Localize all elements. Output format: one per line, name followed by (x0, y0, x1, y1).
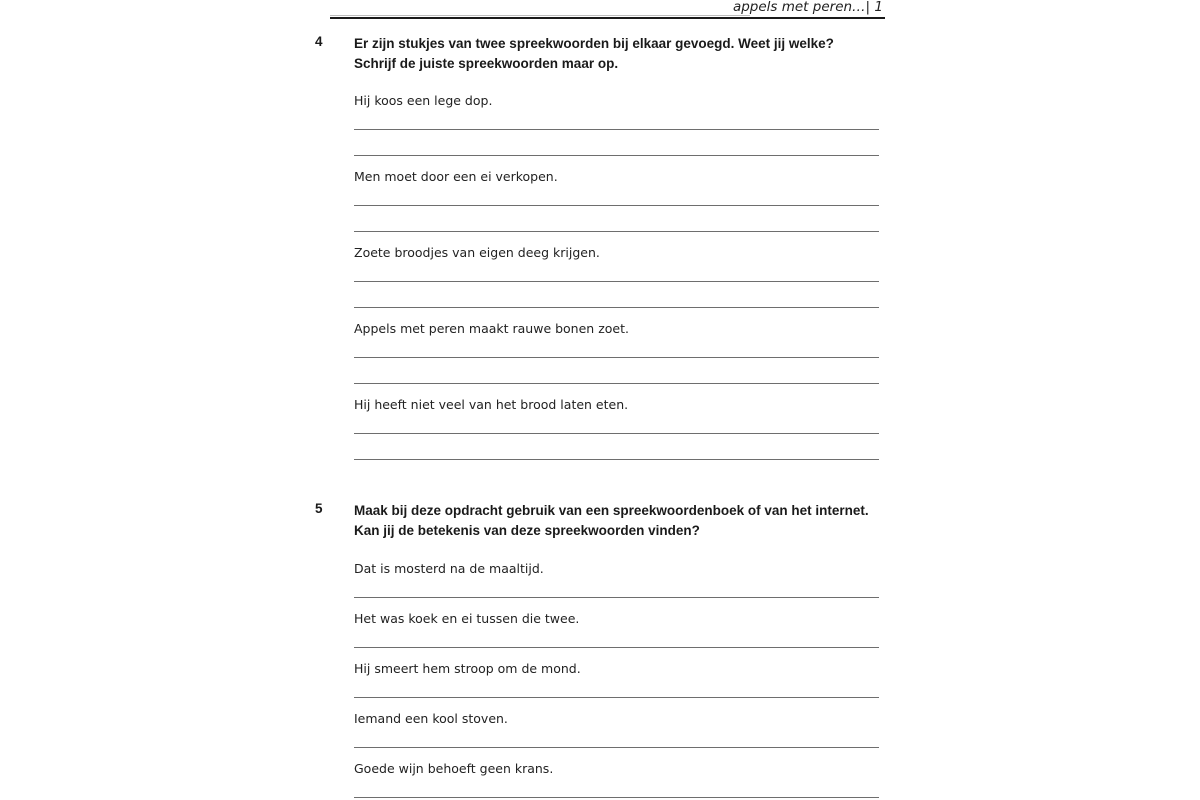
answer-line[interactable] (354, 697, 879, 698)
proverb-text: Het was koek en ei tussen die twee. (354, 611, 580, 626)
exercise-number: 5 (315, 501, 323, 516)
proverb-text: Hij koos een lege dop. (354, 93, 493, 108)
answer-line[interactable] (354, 281, 879, 282)
instruction-line: Er zijn stukjes van twee spreekwoorden bij elkaar gevoegd. Weet jij welke? (354, 36, 834, 51)
exercise-instruction (354, 501, 869, 541)
answer-line[interactable] (354, 459, 879, 460)
answer-line[interactable] (354, 357, 879, 358)
answer-line[interactable] (354, 647, 879, 648)
answer-line[interactable] (354, 747, 879, 748)
answer-line[interactable] (354, 797, 879, 798)
instruction-line: Maak bij deze opdracht gebruik van een spreekwoordenboek of van het internet. (354, 503, 869, 518)
proverb-text: Appels met peren maakt rauwe bonen zoet. (354, 321, 629, 336)
proverb-text: Hij smeert hem stroop om de mond. (354, 661, 581, 676)
answer-line[interactable] (354, 231, 879, 232)
header-title: appels met peren…| 1 (732, 0, 883, 15)
proverb-text: Goede wijn behoeft geen krans. (354, 761, 554, 776)
page-header (330, 0, 885, 19)
instruction-line: Kan jij de betekenis van deze spreekwoorden vinden? (354, 523, 700, 538)
instruction-line: Schrijf de juiste spreekwoorden maar op. (354, 56, 619, 71)
answer-line[interactable] (354, 597, 879, 598)
exercise-number: 4 (315, 34, 323, 49)
answer-line[interactable] (354, 433, 879, 434)
exercise-instruction (354, 34, 834, 74)
answer-line[interactable] (354, 155, 879, 156)
proverb-text: Men moet door een ei verkopen. (354, 169, 558, 184)
header-rule (330, 15, 750, 16)
proverb-text: Iemand een kool stoven. (354, 711, 508, 726)
answer-line[interactable] (354, 205, 879, 206)
answer-line[interactable] (354, 129, 879, 130)
answer-line[interactable] (354, 307, 879, 308)
proverb-text: Dat is mosterd na de maaltijd. (354, 561, 544, 576)
answer-line[interactable] (354, 383, 879, 384)
proverb-text: Zoete broodjes van eigen deeg krijgen. (354, 245, 600, 260)
proverb-text: Hij heeft niet veel van het brood laten eten. (354, 397, 629, 412)
